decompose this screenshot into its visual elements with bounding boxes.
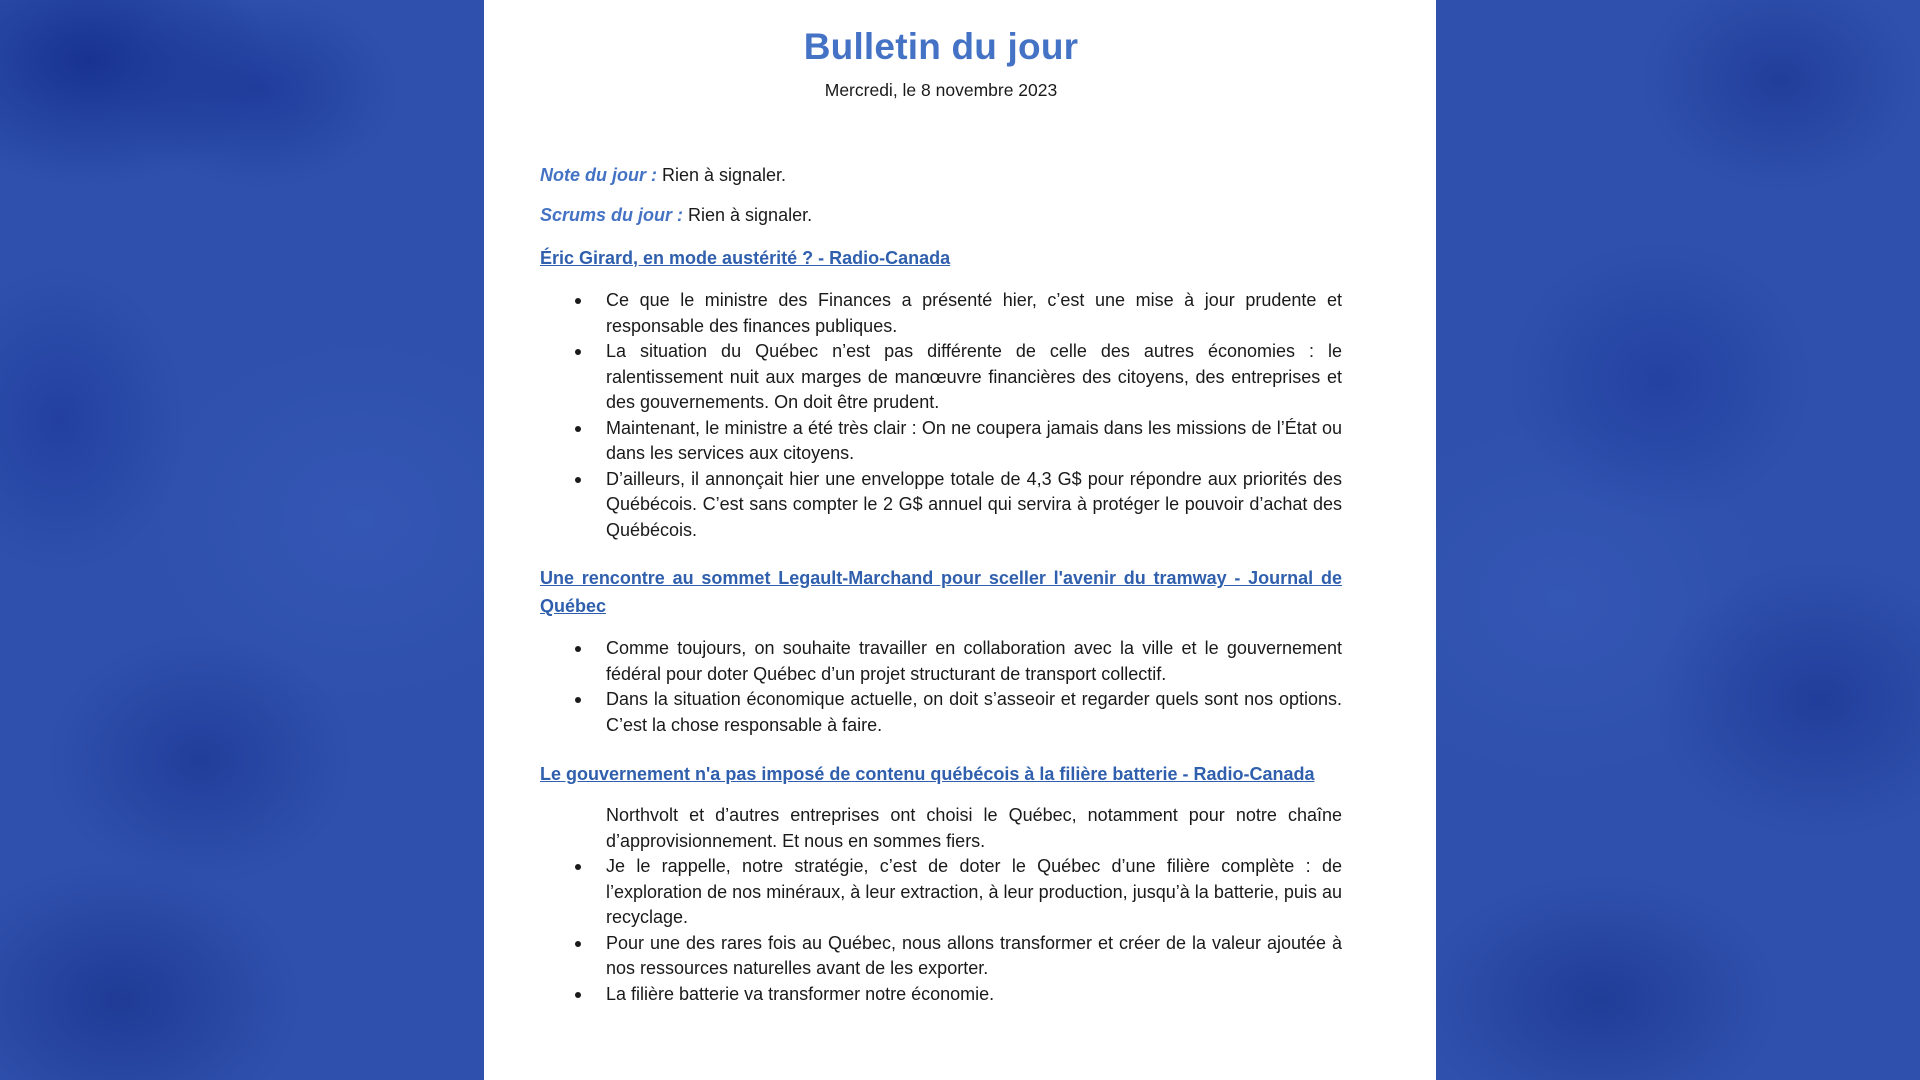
list-item: Dans la situation économique actuelle, on doit s’asseoir et regarder quels sont nos options. C’est la chose responsable à faire. <box>540 687 1342 738</box>
list-item: La situation du Québec n’est pas différente de celle des autres économies : le ralentissement nuit aux marges de manœuvre financières des citoyens, des entreprises et des gouvernements. On doit être prudent. <box>540 339 1342 416</box>
bulletin-date: Mercredi, le 8 novembre 2023 <box>824 80 1058 100</box>
list-item: D’ailleurs, il annonçait hier une enveloppe totale de 4,3 G$ pour répondre aux priorités des Québécois. C’est sans compter le 2 G$ annuel qui servira à protéger le pouvoir d’achat des Québécois. <box>540 467 1342 544</box>
headline-link-tramway[interactable]: Une rencontre au sommet Legault-Marchand pour sceller l'avenir du tramway - Journal de Québec <box>540 568 1342 616</box>
section-3-bullets <box>540 803 1342 1007</box>
bullet-icon <box>575 477 581 483</box>
section-1-bullets <box>540 288 1342 543</box>
headline-link-batterie[interactable]: Le gouvernement n'a pas imposé de contenu québécois à la filière batterie - Radio-Canada <box>540 764 1315 784</box>
list-item: Ce que le ministre des Finances a présenté hier, c’est une mise à jour prudente et responsable des finances publiques. <box>540 288 1342 339</box>
bullet-icon <box>575 697 581 703</box>
bullet-icon <box>575 864 581 870</box>
bullet-icon <box>575 992 581 998</box>
list-item: Comme toujours, on souhaite travailler en collaboration avec la ville et le gouvernement fédéral pour doter Québec d’un projet structurant de transport collectif. <box>540 636 1342 687</box>
list-item: Pour une des rares fois au Québec, nous allons transformer et créer de la valeur ajoutée à nos ressources naturelles avant de les exporter. <box>540 931 1342 982</box>
list-item: Maintenant, le ministre a été très clair : On ne coupera jamais dans les missions de l’État ou dans les services aux citoyens. <box>540 416 1342 467</box>
scrums-label: Scrums du jour : <box>540 205 684 225</box>
bullet-icon <box>575 349 581 355</box>
page-title: Bulletin du jour <box>803 26 1079 67</box>
headline-link-girard[interactable]: Éric Girard, en mode austérité ? - Radio-Canada <box>540 248 951 268</box>
list-item: Je le rappelle, notre stratégie, c’est de doter le Québec d’une filière complète : de l’exploration de nos minéraux, à leur extraction, à leur production, jusqu’à la batterie, puis au recyclage. <box>540 854 1342 931</box>
bullet-icon <box>575 941 581 947</box>
bullet-icon <box>575 426 581 432</box>
section-2-bullets <box>540 636 1342 738</box>
scrums-du-jour <box>540 204 812 226</box>
list-item: La filière batterie va transformer notre économie. <box>540 982 1342 1008</box>
note-label: Note du jour : <box>540 165 657 185</box>
bullet-icon <box>575 646 581 652</box>
note-du-jour <box>540 164 786 186</box>
document-page <box>484 0 1436 1080</box>
scrums-value: Rien à signaler. <box>683 205 813 225</box>
list-item-intro: Northvolt et d’autres entreprises ont choisi le Québec, notamment pour notre chaîne d’approvisionnement. Et nous en sommes fiers. <box>606 805 1342 851</box>
note-value: Rien à signaler. <box>656 165 787 185</box>
bullet-icon <box>575 298 581 304</box>
